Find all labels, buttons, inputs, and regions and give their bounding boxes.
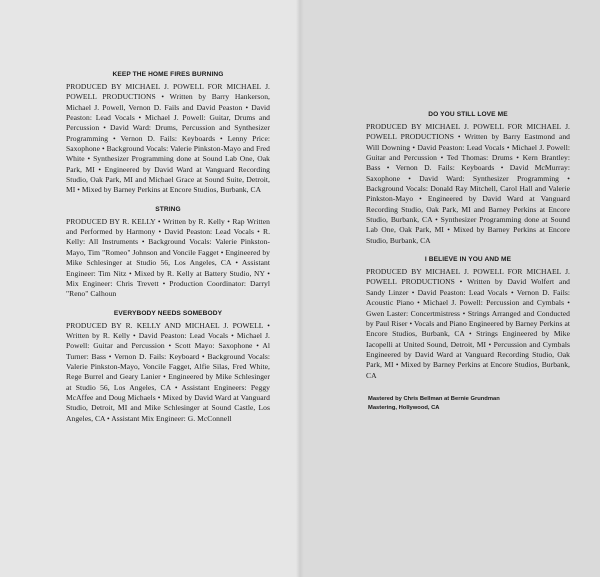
song-title: EVERYBODY NEEDS SOMEBODY (113, 309, 223, 317)
song-credit-block (366, 255, 570, 381)
song-credit-block (66, 309, 270, 424)
mastering-note: Mastered by Chris Bellman at Bernie Grundman Mastering, Hollywood, CA (368, 395, 500, 412)
song-title: KEEP THE HOME FIRES BURNING (112, 71, 224, 78)
left-credits-column (66, 70, 270, 433)
song-title: STRING (155, 205, 181, 213)
song-credits: PRODUCED BY R. KELLY • Written by R. Kelly • Rap Written and Performed by Harmony • David Peaston: Lead Vocals • R. Kelly: All Instruments • Background Vocals: Valerie Pinkston-Mayo, Tim "Romeo" Johnson and Voncile Fagget • Engineered by Mike Schlesinger at Studio 56, Los Angeles, CA • Assistant Engineer: Tim Nitz • Mixed by R. Kelly at Battery Studio, NY • Mix Engineer: Chris Trevett • Production Coordinator: Darryl "Reno" Calhoun (66, 216, 270, 299)
right-credits-column (366, 110, 570, 414)
song-title: I BELIEVE IN YOU AND ME (424, 256, 512, 264)
song-credits: PRODUCED BY MICHAEL J. POWELL FOR MICHAEL J. POWELL PRODUCTIONS • Written by Barry Eastmond and Will Downing • David Peaston: Lead Vocals • Michael J. Powell: Guitar and Percussion • Ted Thomas: Drums • Kern Brantley: Bass • Vernon D. Fails: Keyboards • David McMurray: Saxophone • David Ward: Synthesizer Programming • Background Vocals: Donald Ray Mitchell, Carol Hall and Valerie Pinkston-Mayo • Engineered by David Ward at Vanguard Recording Studio, Oak Park, MI and Barney Perkins at Encore Studio, Burbank, CA • Synthesizer Programming done at Sound Lab One, Oak Park, MI • Mixed by Barney Perkins at Encore Studio, Burbank, CA (366, 122, 570, 245)
page-fold (296, 0, 304, 577)
song-credit-block (366, 110, 570, 246)
song-credit-block (66, 70, 270, 196)
song-credits: PRODUCED BY R. KELLY AND MICHAEL J. POWELL • Written by R. Kelly • David Peaston: Lead Vocals • Michael J. Powell: Guitar and Percussion • Scott Mayo: Saxophone • Al Turner: Bass • Vernon D. Fails: Keyboard • Background Vocals: Valerie Pinkston-Mayo, Voncile Fagget, Alfie Silas, Fred White, Rege Burrel and Geary Lanier • Engineered by Mike Schlesinger at Studio 56, Los Angeles, CA • Assistant Engineers: Peggy McAffee and Doug Michaels • Mixed by David Ward at Vanguard Studio, Detroit, MI and Mike Schlesinger at Sound Castle, Los Angeles, CA • Assistant Mix Engineer: G. McConnell (66, 320, 270, 423)
song-title: DO YOU STILL LOVE ME (428, 111, 508, 118)
song-credit-block (66, 205, 270, 300)
song-credits: PRODUCED BY MICHAEL J. POWELL FOR MICHAEL J. POWELL PRODUCTIONS • Written by David Wolfert and Sandy Linzer • David Peaston: Lead Vocals • Vernon D. Fails: Acoustic Piano • Michael J. Powell: Percussion and Cymbals • Gwen Laster: Concertmistress • Strings Arranged and Conducted by Paul Riser • Vocals and Piano Engineered by Barney Perkins at Encore Studios, Burbank, CA • Strings Engineered by Mike Iacopelli at United Sound, Detroit, MI • Percussion and Cymbals Engineered by David Ward at Vanguard Recording Studio, Oak Park, MI • Mixed by Barney Perkins at Encore Studios, Burbank, CA (366, 267, 570, 380)
song-credits: PRODUCED BY MICHAEL J. POWELL FOR MICHAEL J. POWELL PRODUCTIONS • Written by Barry Hankerson, Michael J. Powell, Vernon D. Fails and David Peaston • David Peaston: Lead Vocals • Michael J. Powell: Guitar, Drums and Percussion • David Ward: Drums, Percussion and Synthesizer Programming • Vernon D. Fails: Keyboards • Lenny Price: Saxophone • Background Vocals: Valerie Pinkston-Mayo and Fred White • Synthesizer Programming done at Sound Lab One, Oak Park, MI • Engineered by David Ward at Vanguard Recording Studio, Oak Park, MI and Michael Grace at Sound Suite, Detroit, MI • Mixed by Barney Perkins at Encore Studios, Burbank, CA (66, 82, 270, 195)
